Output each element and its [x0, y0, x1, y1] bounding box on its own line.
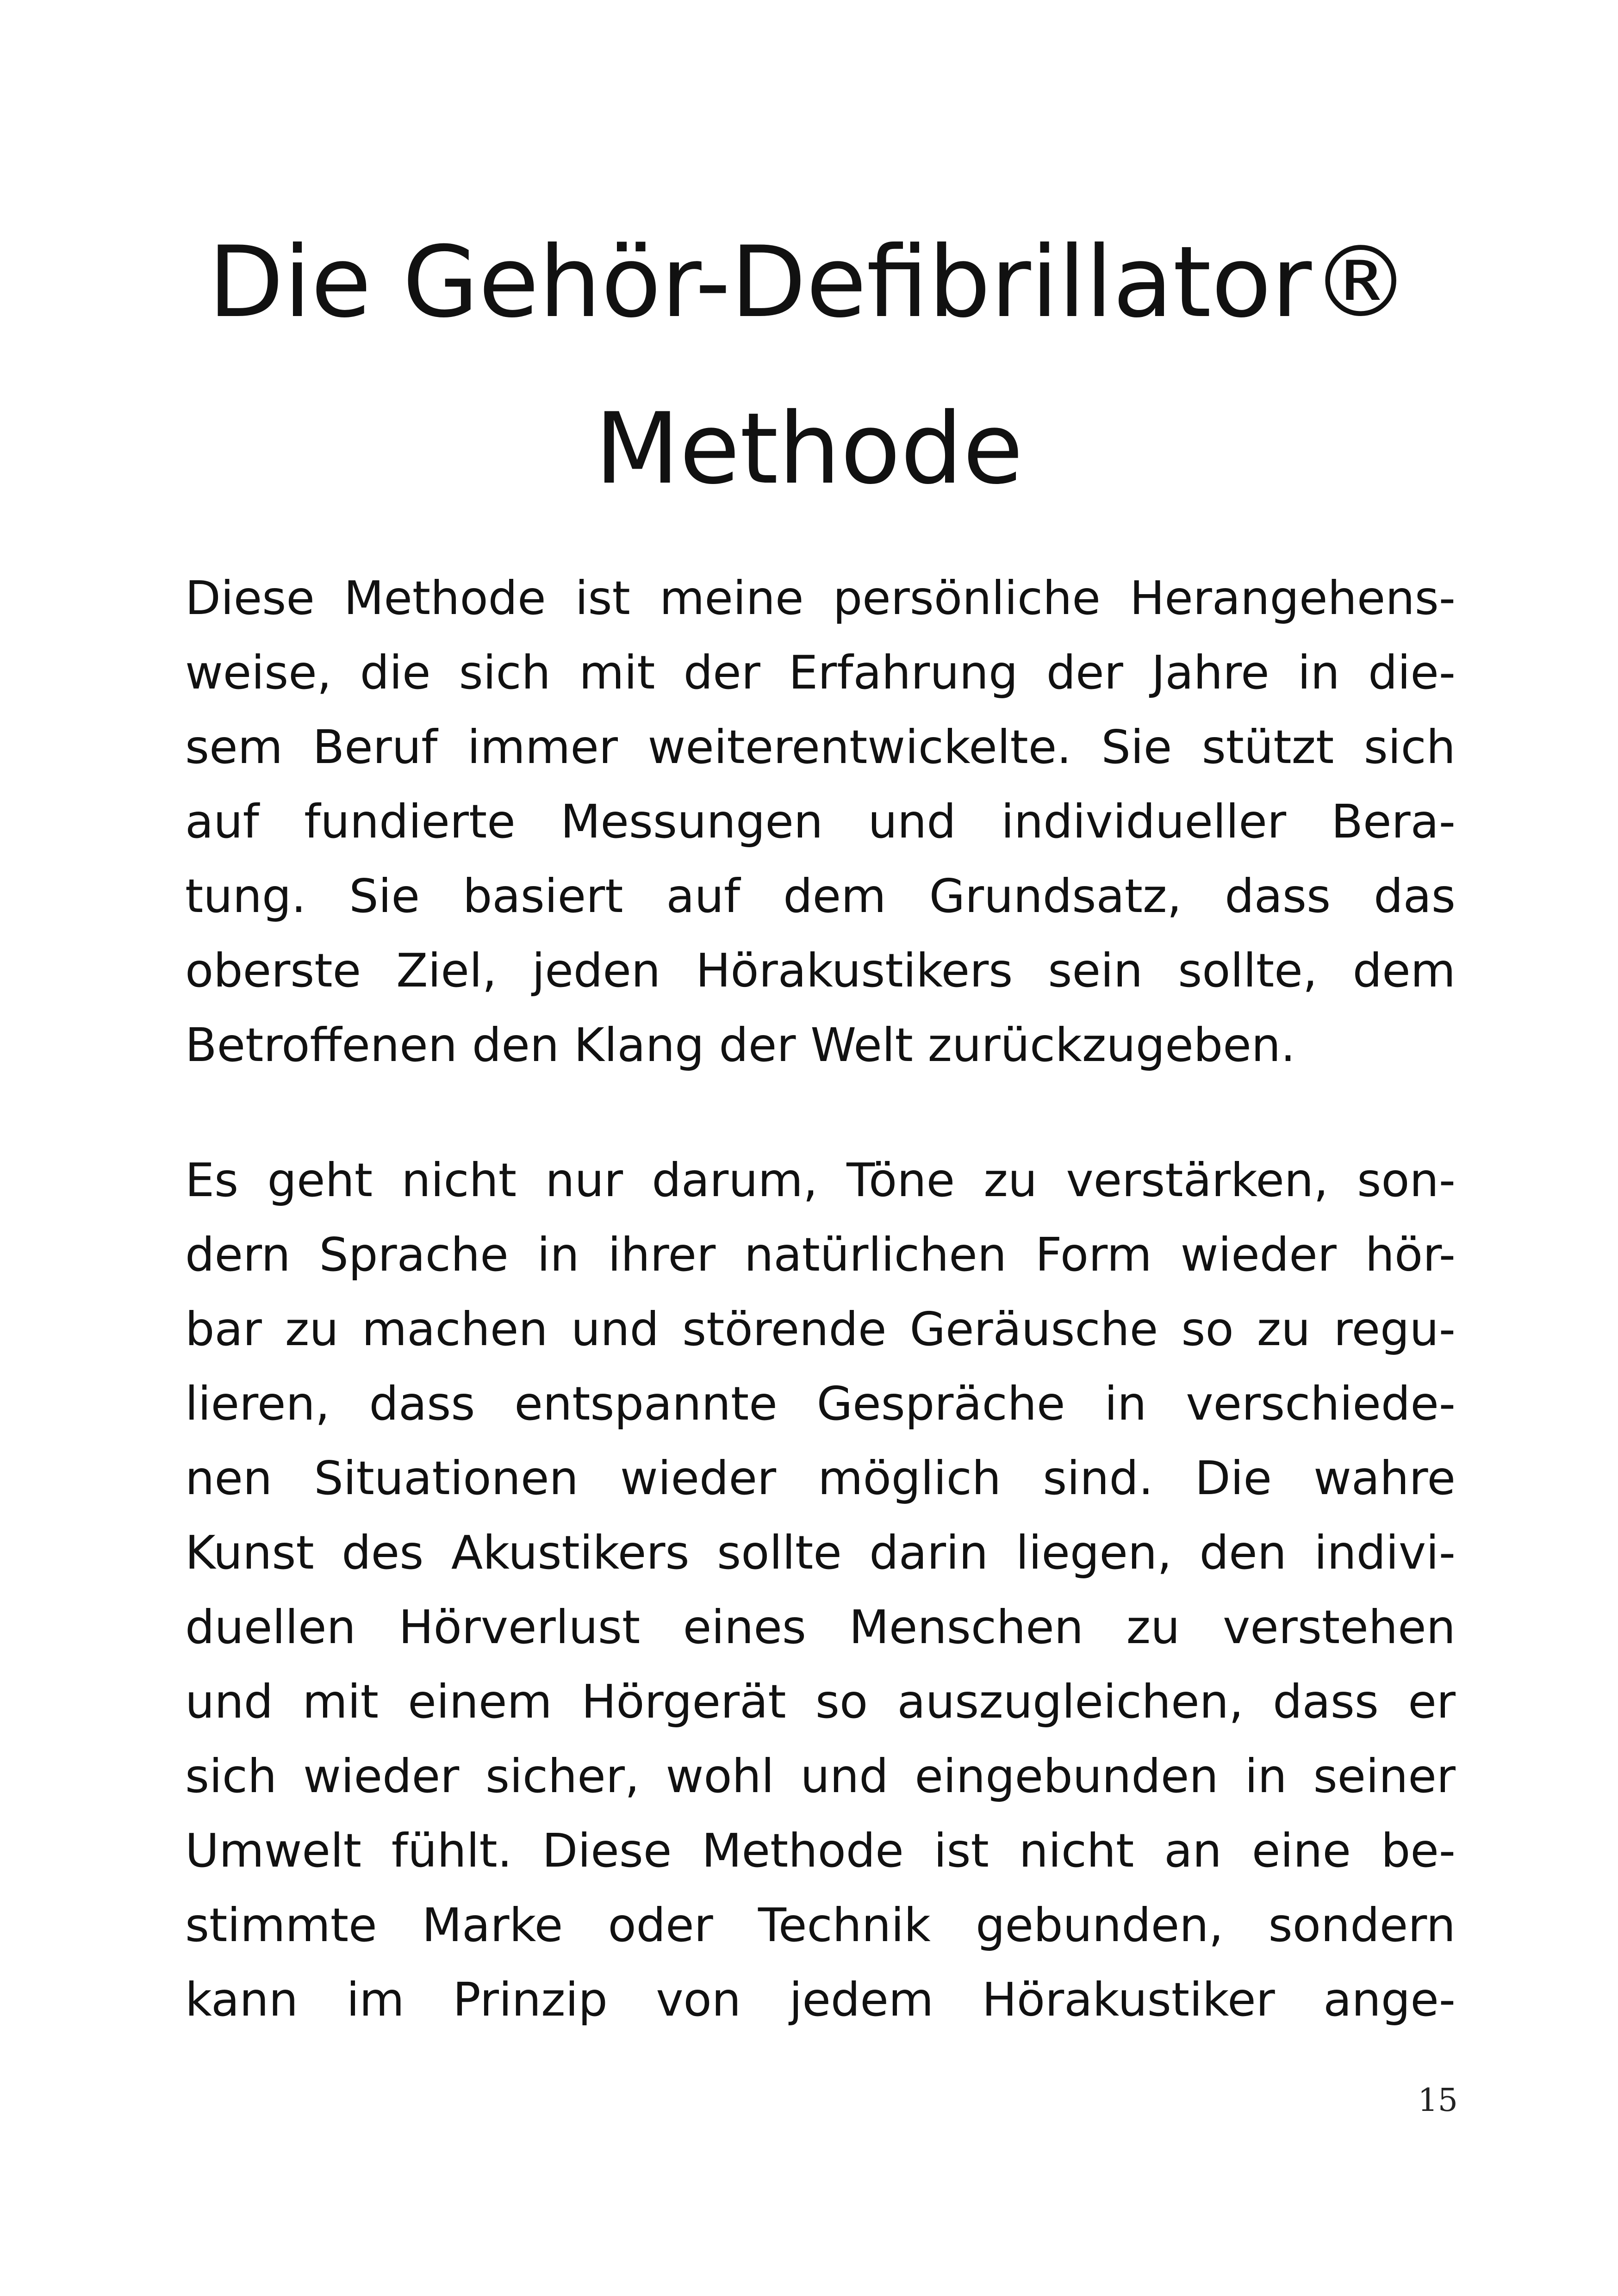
chapter-title	[139, 199, 1479, 532]
text-line: oberste Ziel, jeden Hörakustikers sein sollte, dem	[185, 943, 1456, 998]
text-line: auf fundierte Messungen und individueller Bera-	[185, 794, 1456, 849]
text-line: kann im Prinzip von jedem Hörakustiker ange-	[185, 1973, 1456, 2027]
text-line: bar zu machen und störende Geräusche so zu regu-	[185, 1302, 1456, 1356]
text-line: Umwelt fühlt. Diese Methode ist nicht an eine be-	[185, 1824, 1456, 1878]
text-line: sem Beruf immer weiterentwickelte. Sie stützt sich	[185, 720, 1456, 774]
text-line: Betroffenen den Klang der Welt zurückzugeben.	[185, 1018, 1295, 1072]
text-line: weise, die sich mit der Erfahrung der Jahre in die-	[185, 645, 1456, 700]
text-line: stimmte Marke oder Technik gebunden, sondern	[185, 1898, 1456, 1952]
page-number: 15	[1418, 2082, 1458, 2119]
text-line: lieren, dass entspannte Gespräche in verschiede-	[185, 1377, 1456, 1431]
text-line: duellen Hörverlust eines Menschen zu verstehen	[185, 1600, 1456, 1654]
text-line: Diese Methode ist meine persönliche Herangehens-	[185, 571, 1456, 625]
text-line: und mit einem Hörgerät so auszugleichen, dass er	[185, 1675, 1456, 1729]
paragraph-2	[185, 1143, 1456, 2037]
text-line: nen Situationen wieder möglich sind. Die wahre	[185, 1451, 1456, 1505]
chapter-title-line-2: Methode	[595, 391, 1023, 506]
text-line: Es geht nicht nur darum, Töne zu verstärken, son-	[185, 1153, 1456, 1207]
paragraph-1	[185, 561, 1456, 1082]
text-line: Kunst des Akustikers sollte darin liegen, den indivi-	[185, 1526, 1456, 1580]
text-line: tung. Sie basiert auf dem Grundsatz, dass das	[185, 869, 1456, 923]
text-line: dern Sprache in ihrer natürlichen Form wieder hör-	[185, 1228, 1456, 1282]
chapter-title-line-1: Die Gehör-Defibrillator®	[208, 225, 1410, 339]
text-line: sich wieder sicher, wohl und eingebunden in seiner	[185, 1749, 1456, 1803]
